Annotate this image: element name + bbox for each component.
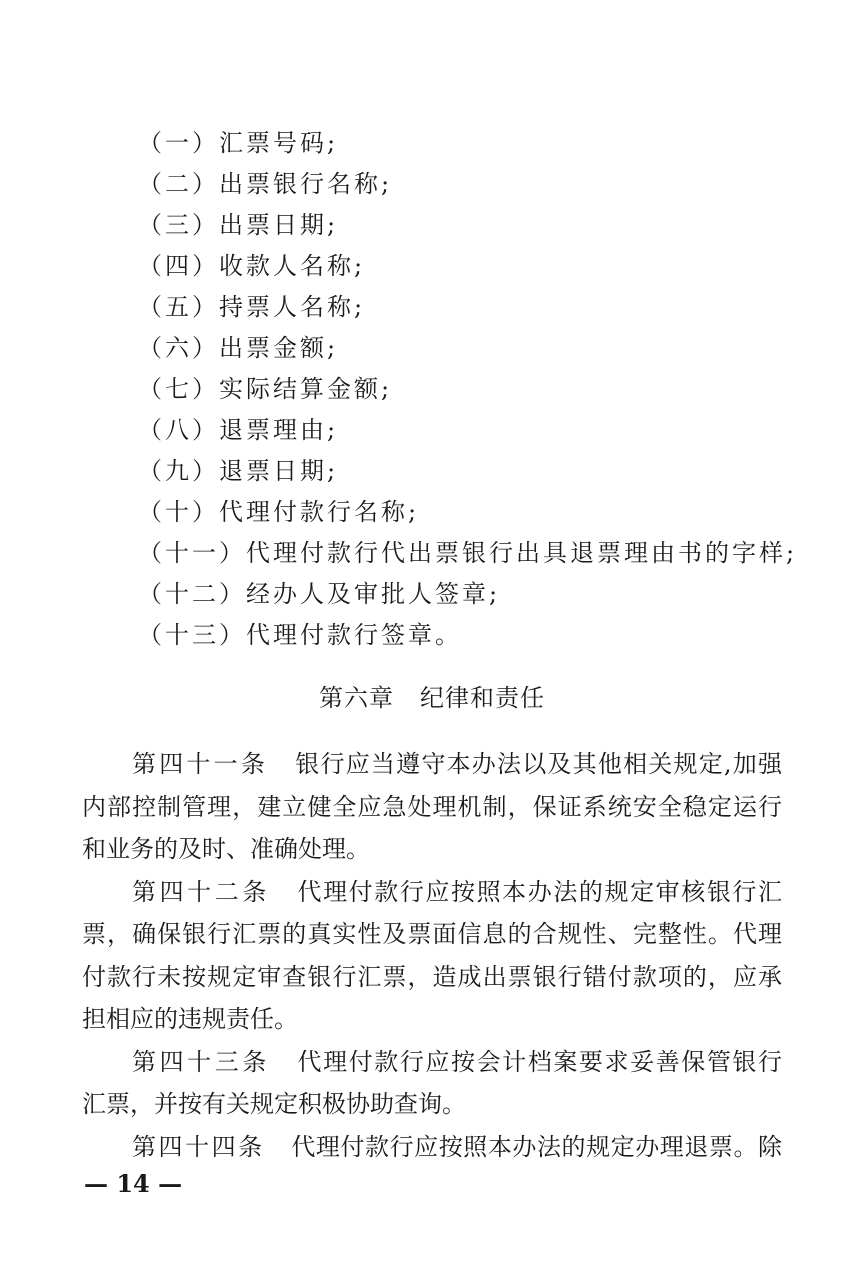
list-item: （二）出票银行名称; [138, 170, 393, 198]
article-42-line-3: 付款行未按规定审查银行汇票，造成出票银行错付款项的，应承 [82, 962, 782, 991]
article-42-line-4: 担相应的违规责任。 [82, 1005, 298, 1033]
article-number: 第四十一条 [132, 750, 269, 778]
list-item: （一）汇票号码; [138, 129, 339, 157]
article-43-line-1 [82, 1041, 782, 1084]
article-41-line-3: 和业务的及时、准确处理。 [82, 835, 370, 863]
list-item: （四）收款人名称; [138, 252, 366, 280]
article-number: 第四十二条 [132, 877, 270, 906]
info-item-list [138, 123, 818, 656]
list-item: （六）出票金额; [138, 334, 339, 362]
article-text: 银行应当遵守本办法以及其他相关规定,加强 [294, 750, 782, 778]
article-text: 代理付款行应按会计档案要求妥善保管银行 [295, 1047, 782, 1076]
list-item: （三）出票日期; [138, 211, 339, 239]
article-number: 第四十三条 [132, 1047, 270, 1076]
article-41-line-1 [82, 743, 782, 786]
article-44-line-1 [82, 1126, 782, 1169]
chapter-number: 第六章 [319, 684, 394, 712]
article-text: 代理付款行应按照本办法的规定审核银行汇 [295, 877, 782, 906]
article-43-line-2: 汇票，并按有关规定积极协助查询。 [82, 1090, 466, 1118]
list-item: （八）退票理由; [138, 416, 339, 444]
article-number: 第四十四条 [132, 1132, 265, 1161]
article-42-line-1 [82, 871, 782, 914]
chapter-title: 纪律和责任 [420, 684, 545, 712]
page-number: — 14 — [84, 1169, 183, 1198]
chapter-body [82, 743, 782, 1168]
list-item: （七）实际结算金额; [138, 375, 393, 403]
list-item: （十三）代理付款行签章。 [138, 621, 462, 649]
article-text: 代理付款行应按照本办法的规定办理退票。除 [290, 1132, 782, 1161]
article-41-line-2: 内部控制管理，建立健全应急处理机制，保证系统安全稳定运行 [82, 792, 782, 821]
list-item: （十一）代理付款行代出票银行出具退票理由书的字样; [138, 539, 798, 567]
list-item: （五）持票人名称; [138, 293, 366, 321]
list-item: （九）退票日期; [138, 457, 339, 485]
article-42-line-2: 票，确保银行汇票的真实性及票面信息的合规性、完整性。代理 [82, 920, 782, 948]
list-item: （十）代理付款行名称; [138, 498, 420, 526]
chapter-heading [0, 676, 864, 720]
list-item: （十二）经办人及审批人签章; [138, 580, 501, 608]
